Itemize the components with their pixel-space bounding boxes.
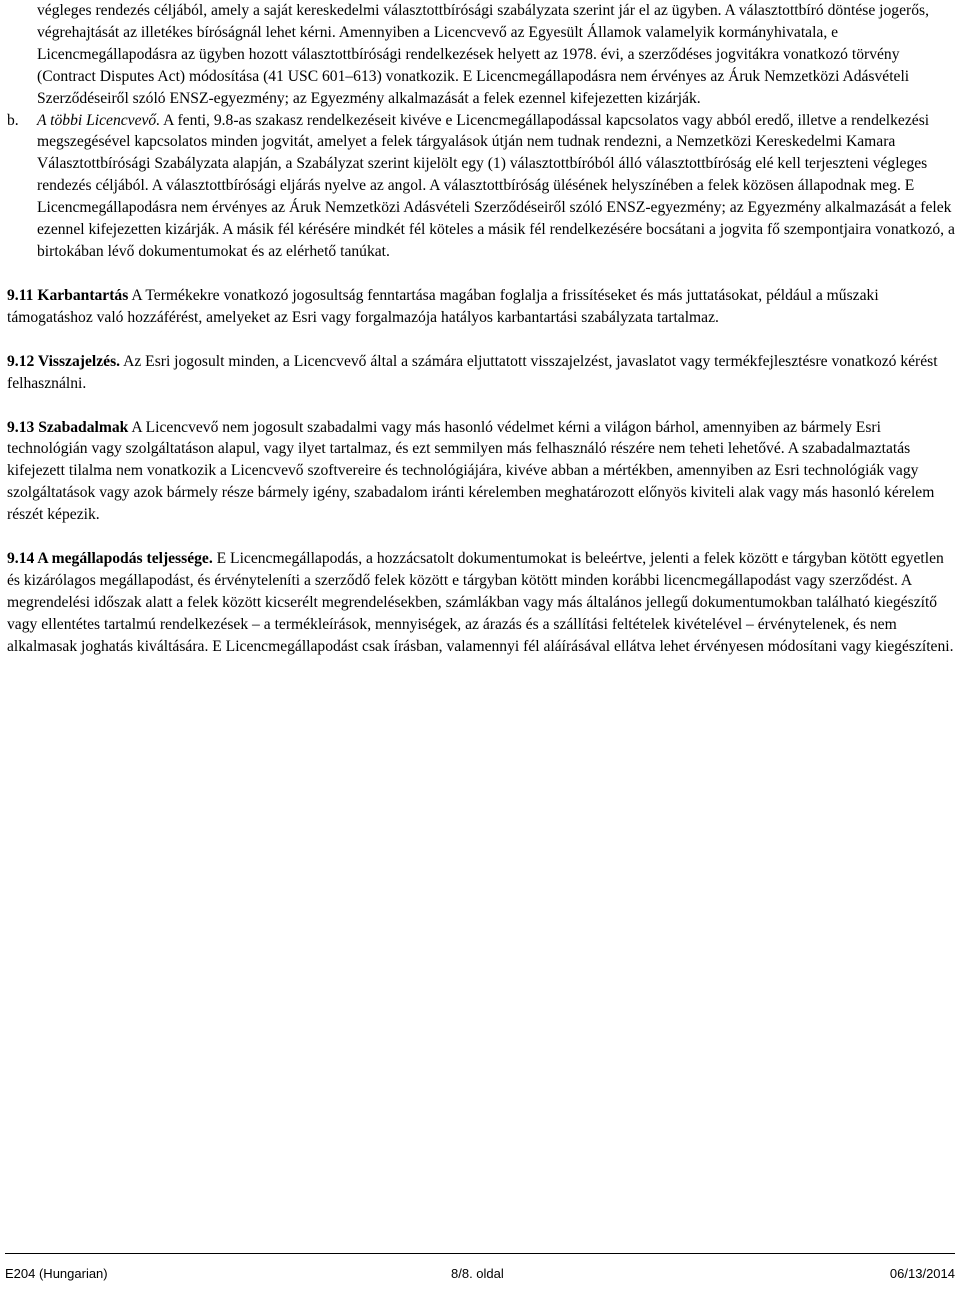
section-9-11	[7, 285, 955, 329]
subsection-b-paragraph	[37, 110, 955, 263]
section-9-14-text: E Licencmegállapodás, a hozzácsatolt dokumentumokat is beleértve, jelenti a felek között e tárgyban kötött egyetlen és kizárólagos megállapodást, és érvényteleníti a szerződő felek között e tárgyban kötött minden korábbi licencmegállapodást vagy szerződést. A megrendelési időszak alatt a felek között kicserélt megrendelésekben, számlákban vagy más általános jellegű dokumentumokban található kiegészítő vagy ellentétes tartalmú rendelkezések – a termékleírások, mennyiségek, az árazás és a szállítási feltételek kivételével – érvénytelenek, és nem alkalmasak joghatás kiváltására. E Licencmegállapodást csak írásban, valamennyi fél aláírásával ellátva lehet érvényesen módosítani vagy kiegészíteni.	[7, 550, 954, 655]
subsection-b-title: A többi Licencvevő.	[37, 111, 161, 129]
section-9-12-heading: 9.12 Visszajelzés.	[7, 352, 121, 370]
subsection-b	[7, 110, 955, 263]
section-9-12	[7, 351, 955, 395]
page-footer	[5, 1253, 955, 1290]
subsection-a-continuation: végleges rendezés céljából, amely a saját kereskedelmi választottbírósági szabályzata szerint jár el az ügyben. A választottbíró döntése jogerős, végrehajtását az illetékes bíróságnál lehet kérni. Amennyiben a Licencvevő az Egyesült Államok valamelyik kormányhivatala, e Licencmegállapodásra az ügyben hozott választottbírósági rendelkezések helyett az 1978. évi, a szerződéses jogvitákra vonatkozó törvény (Contract Disputes Act) módosítása (41 USC 601–613) vonatkozik. E Licencmegállapodásra nem érvényes az Áruk Nemzetközi Adásvételi Szerződéseiről szóló ENSZ-egyezmény; az Egyezmény alkalmazását a felek ezennel kifejezetten kizárják.	[37, 2, 929, 107]
section-9-14-heading: 9.14 A megállapodás teljessége.	[7, 550, 213, 568]
subsection-b-text: A fenti, 9.8-as szakasz rendelkezéseit kivéve e Licencmegállapodással kapcsolatos vagy abból eredő, illetve a rendelkezési megszegésével kapcsolatos minden jogvitát, amelyet a felek tárgyalások útján nem tudnak rendezni, a Nemzetközi Kereskedelmi Kamara Választottbírósági Szabályzata alapján, a Szabályzat szerint kijelölt egy (1) választottbíróból álló választottbíróság elé kell terjeszteni végleges rendezés céljából. A választottbírósági eljárás nyelve az angol. A választottbíróság ülésének helyszínében a felek közösen állapodnak meg. E Licencmegállapodásra nem érvényes az Áruk Nemzetközi Adásvételi Szerződéseiről szóló ENSZ-egyezmény; az Egyezmény alkalmazását a felek ezennel kifejezetten kizárják. A másik fél kérésére mindkét fél köteles a másik fél rendelkezésére bocsátani a jogvita fő szempontjaira vonatkozó, a birtokában lévő dokumentumokat és az elérhető tanúkat.	[37, 111, 955, 260]
footer-date: 06/13/2014	[889, 1266, 955, 1281]
footer-page-number: 8/8. oldal	[451, 1266, 504, 1281]
section-9-13-heading: 9.13 Szabadalmak	[7, 418, 129, 436]
section-9-12-text: Az Esri jogosult minden, a Licencvevő által a számára eljuttatott visszajelzést, javaslatot vagy termékfejlesztésre vonatkozó kérést felhasználni.	[7, 352, 938, 392]
subsection-b-label: b.	[7, 111, 19, 129]
section-9-13	[7, 417, 955, 527]
section-9-11-heading: 9.11 Karbantartás	[7, 286, 129, 304]
footer-document-code: E204 (Hungarian)	[5, 1266, 108, 1281]
section-9-11-text: A Termékekre vonatkozó jogosultság fenntartása magában foglalja a frissítéseket és más juttatásokat, például a műszaki támogatáshoz való hozzáférést, amelyeket az Esri vagy forgalmazója hatályos karbantartási szabályzata tartalmaz.	[7, 286, 879, 326]
section-9-14	[7, 548, 955, 658]
section-9-13-text: A Licencvevő nem jogosult szabadalmi vagy más hasonló védelmet kérni a világon bárhol, amennyiben az bármely Esri technológián vagy szolgáltatáson alapul, vagy ilyet tartalmaz, és ezt semmilyen más felhasználó részére nem teheti lehetővé. A szabadalmaztatás kifejezett tilalma nem vonatkozik a Licencvevő szoftvereire és technológiájára, kivéve abban a mértékben, amennyiben az Esri technológiák vagy szolgáltatások vagy azok bármely része bármely igény, szabadalom iránti kérelemben meghatározott előnyös kiviteli alak vagy más hasonló kérelem részét képezik.	[7, 418, 935, 524]
document-body	[7, 0, 955, 658]
